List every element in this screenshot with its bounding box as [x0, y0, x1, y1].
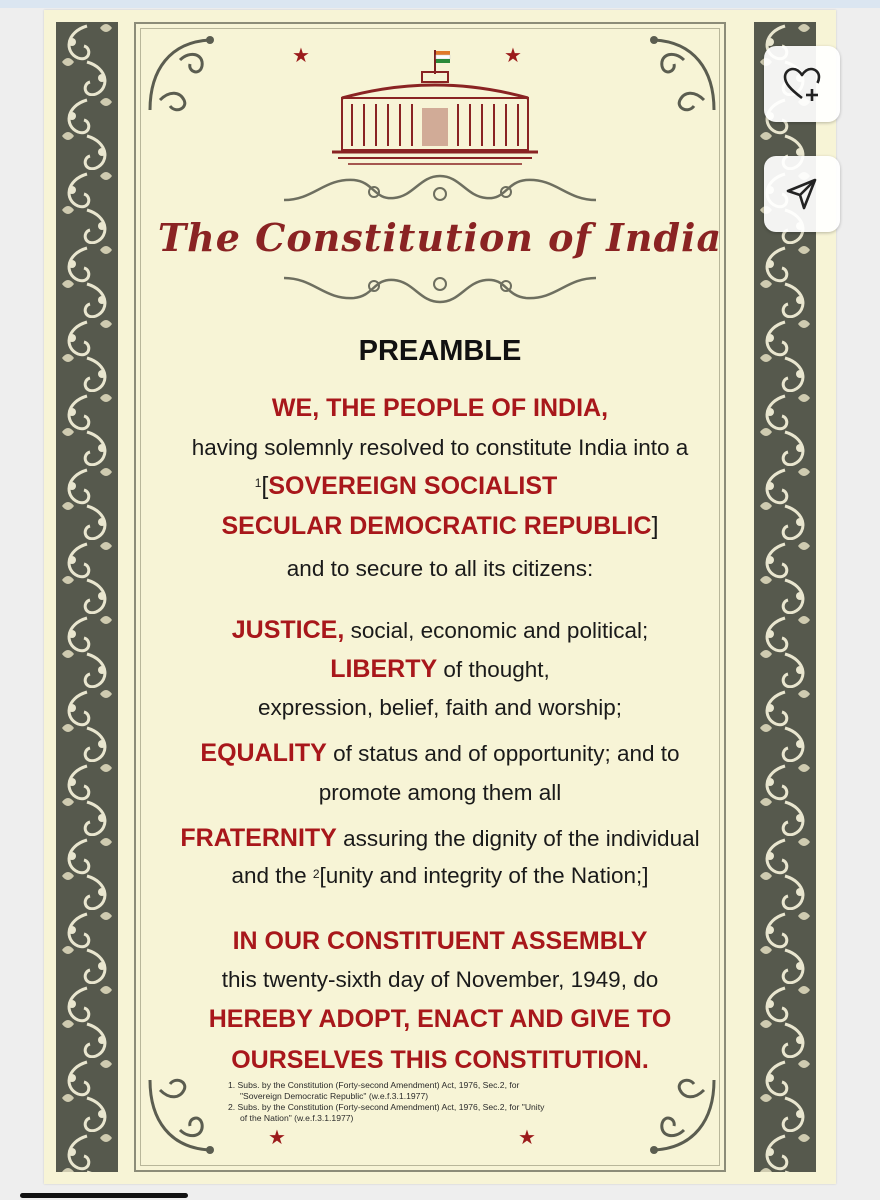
- footnote-2-cont: of the Nation" (w.e.f.3.1.1977): [240, 1113, 354, 1123]
- heart-plus-icon: [780, 62, 824, 106]
- bracket: ]: [651, 512, 659, 540]
- corner-ornament-icon: [140, 1070, 230, 1160]
- preamble-line: [44, 655, 836, 684]
- preamble-term: SECULAR DEMOCRATIC REPUBLIC: [221, 512, 652, 540]
- scroll-ornament-icon: [274, 268, 606, 308]
- add-to-favorites-button[interactable]: [764, 46, 840, 122]
- corner-ornament-icon: [140, 30, 230, 120]
- constitution-title: The Constitution of India: [157, 215, 723, 260]
- footnote-2: 2. Subs. by the Constitution (Forty-second Amendment) Act, 1976, Sec.2, for "Unity: [228, 1102, 545, 1112]
- preamble-line: WE, THE PEOPLE OF INDIA,: [271, 394, 609, 422]
- preamble-term: LIBERTY: [330, 655, 438, 683]
- preamble-line: [44, 824, 836, 853]
- star-icon: ★: [292, 45, 310, 67]
- preamble-poster-image: [44, 10, 836, 1184]
- footnote-1-cont: "Sovereign Democratic Republic" (w.e.f.3.1.1977): [240, 1091, 429, 1101]
- preamble-line: expression, belief, faith and worship;: [258, 695, 622, 720]
- left-ornamental-border: [56, 22, 118, 1172]
- preamble-line: having solemnly resolved to constitute India into a: [191, 435, 689, 460]
- parliament-building-icon: [322, 45, 548, 168]
- preamble-line: IN OUR CONSTITUENT ASSEMBLY: [232, 927, 648, 955]
- preamble-text: [unity and integrity of the Nation;]: [319, 863, 649, 888]
- footnote-1: 1. Subs. by the Constitution (Forty-second Amendment) Act, 1976, Sec.2, for: [228, 1080, 520, 1090]
- send-icon: [782, 174, 822, 214]
- home-indicator[interactable]: [20, 1193, 188, 1198]
- preamble-text: and the: [231, 863, 313, 888]
- star-icon: ★: [518, 1127, 536, 1149]
- preamble-line: [44, 863, 836, 889]
- corner-ornament-icon: [634, 30, 724, 120]
- corner-ornament-icon: [634, 1070, 724, 1160]
- preamble-line: [44, 739, 836, 768]
- left-border-pattern: [56, 22, 118, 1172]
- scroll-ornament-icon: [274, 170, 606, 210]
- top-status-strip: [0, 0, 880, 8]
- preamble-line: [10, 472, 802, 501]
- footnote-marker: 2: [312, 867, 320, 881]
- preamble-text: of status and of opportunity; and to: [326, 741, 680, 766]
- preamble-text: social, economic and political;: [344, 618, 649, 643]
- preamble-term: EQUALITY: [200, 739, 327, 767]
- preamble-line: [44, 616, 836, 645]
- preamble-text: assuring the dignity of the individual: [336, 826, 700, 851]
- footnote-marker: 1: [254, 476, 262, 490]
- preamble-term: SOVEREIGN SOCIALIST: [268, 472, 558, 500]
- preamble-line: and to secure to all its citizens:: [286, 556, 594, 581]
- star-icon: ★: [504, 45, 522, 67]
- preamble-line: HEREBY ADOPT, ENACT AND GIVE TO: [208, 1005, 672, 1033]
- preamble-text: of thought,: [437, 657, 550, 682]
- preamble-heading: PREAMBLE: [358, 335, 522, 367]
- bracket: [: [261, 472, 269, 500]
- preamble-line: [44, 512, 836, 541]
- star-icon: ★: [268, 1127, 286, 1149]
- preamble-term: JUSTICE,: [231, 616, 345, 644]
- share-button[interactable]: [764, 156, 840, 232]
- preamble-line: this twenty-sixth day of November, 1949, do: [221, 967, 659, 992]
- preamble-term: FRATERNITY: [180, 824, 337, 852]
- preamble-line: OURSELVES THIS CONSTITUTION.: [231, 1046, 649, 1074]
- preamble-line: promote among them all: [318, 780, 562, 805]
